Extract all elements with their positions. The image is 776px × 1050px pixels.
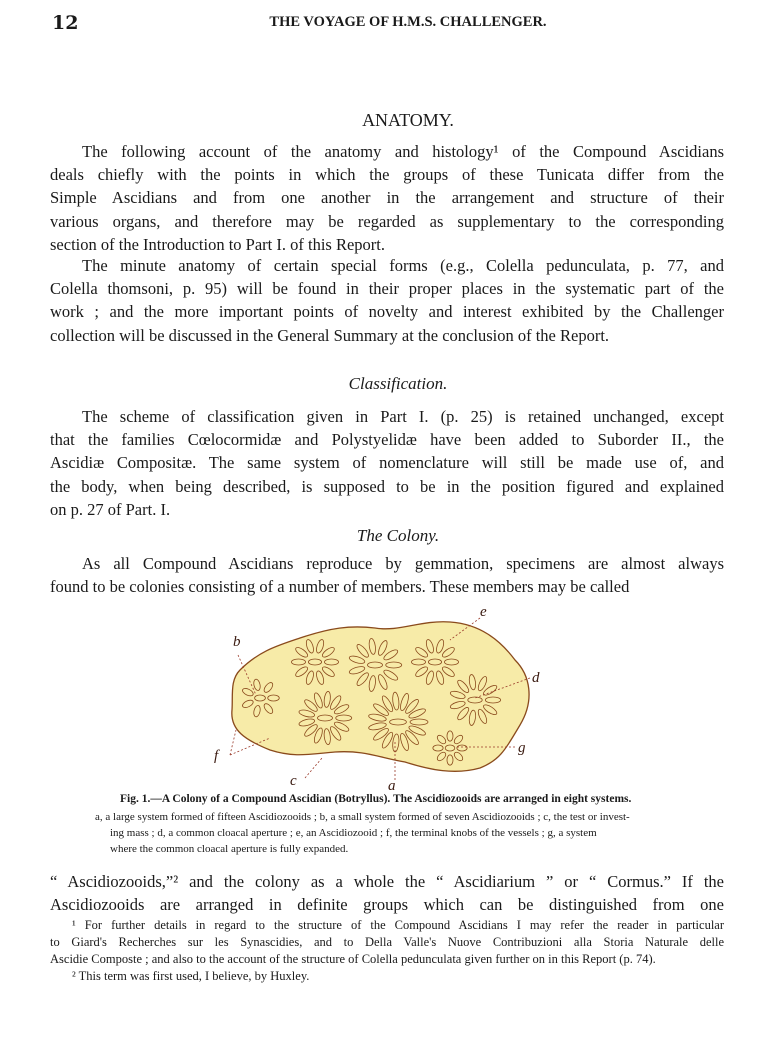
figure-label-g: g	[518, 740, 526, 756]
text-line: on p. 27 of Part. I.	[50, 499, 171, 519]
footnote-line: to Giard's Recherches sur les Synascidies, and to Della Valle's Nuove Contribuzioni alla Storia Naturale delle	[50, 935, 724, 949]
text-line: The minute anatomy of certain special forms (e.g., Colella pedunculata, p. 77, and	[82, 256, 724, 275]
text-line: deals chiefly with the points in which the groups of these Tunicata differ from the	[50, 165, 724, 185]
text-line: section of the Introduction to Part I. of this Report.	[50, 234, 385, 254]
legend-line: ing mass ; d, a common cloacal aperture ; e, an Ascidiozooid ; f, the terminal knobs of the vessels ; g, a system	[110, 827, 597, 839]
text-line: work ; and the more important points of novelty and interest exhibited by the Challenger	[50, 302, 724, 322]
text-line: found to be colonies consisting of a number of members. These members may be called	[50, 577, 630, 597]
text-line: The following account of the anatomy and histology¹ of the Compound Ascidians	[82, 142, 724, 161]
text-line: Ascidiozooids are arranged in definite groups which can be distinguished from one	[50, 895, 724, 914]
text-line: The scheme of classification given in Part I. (p. 25) is retained unchanged, except	[82, 407, 724, 426]
figure-label-a: a	[388, 778, 396, 790]
footnote-line: ² This term was first used, I believe, by Huxley.	[72, 969, 310, 983]
legend-line: where the common cloacal aperture is fully expanded.	[110, 843, 349, 855]
colony-outline	[232, 622, 529, 772]
figure-label-d: d	[532, 670, 540, 686]
subheading-classification: Classification.	[348, 374, 448, 393]
figure-label-c: c	[290, 773, 297, 789]
text-line: the body, when being described, is supposed to be in the position figured and explained	[50, 476, 724, 496]
text-line: As all Compound Ascidians reproduce by gemmation, specimens are almost always	[82, 554, 724, 573]
legend-line: a, a large system formed of fifteen Ascidiozooids ; b, a small system formed of seven Ascidiozooids ; c, the test or invest-	[95, 811, 630, 823]
text-line: various organs, and therefore may be regarded as supplementary to the corresponding	[50, 211, 724, 231]
figure-label-f: f	[214, 748, 219, 764]
subheading-colony: The Colony.	[356, 526, 440, 545]
text-line: Colella thomsoni, p. 95) will be found in their proper places in the systematic part of the	[50, 279, 724, 299]
footnote-line: Ascidie Composte ; and also to the account of the structure of Colella pedunculata given further on in this Report (p. 74).	[50, 952, 656, 966]
figure-botryllus-colony	[200, 600, 570, 790]
figure-caption: Fig. 1.—A Colony of a Compound Ascidian (Botryllus). The Ascidiozooids are arranged in eight systems.	[120, 793, 632, 805]
section-title: ANATOMY.	[362, 110, 454, 130]
footnote-line: ¹ For further details in regard to the structure of the Compound Ascidians I may refer the reader in particular	[72, 918, 724, 932]
text-line: collection will be discussed in the General Summary at the conclusion of the Report.	[50, 325, 610, 345]
text-line: Ascidiæ Compositæ. The same system of nomenclature will still be made use of, and	[50, 453, 724, 473]
text-line: “ Ascidiozooids,”² and the colony as a whole the “ Ascidiarium ” or “ Cormus.” If the	[50, 872, 724, 891]
figure-label-b: b	[233, 634, 241, 650]
figure-label-e: e	[480, 604, 487, 620]
text-line: Simple Ascidians and from one another in the arrangement and structure of their	[50, 188, 724, 208]
text-line: that the families Cœlocormidæ and Polystyelidæ have been added to Suborder II., the	[50, 430, 724, 450]
running-title: THE VOYAGE OF H.M.S. CHALLENGER.	[269, 14, 547, 30]
page-number: 12	[52, 12, 79, 34]
